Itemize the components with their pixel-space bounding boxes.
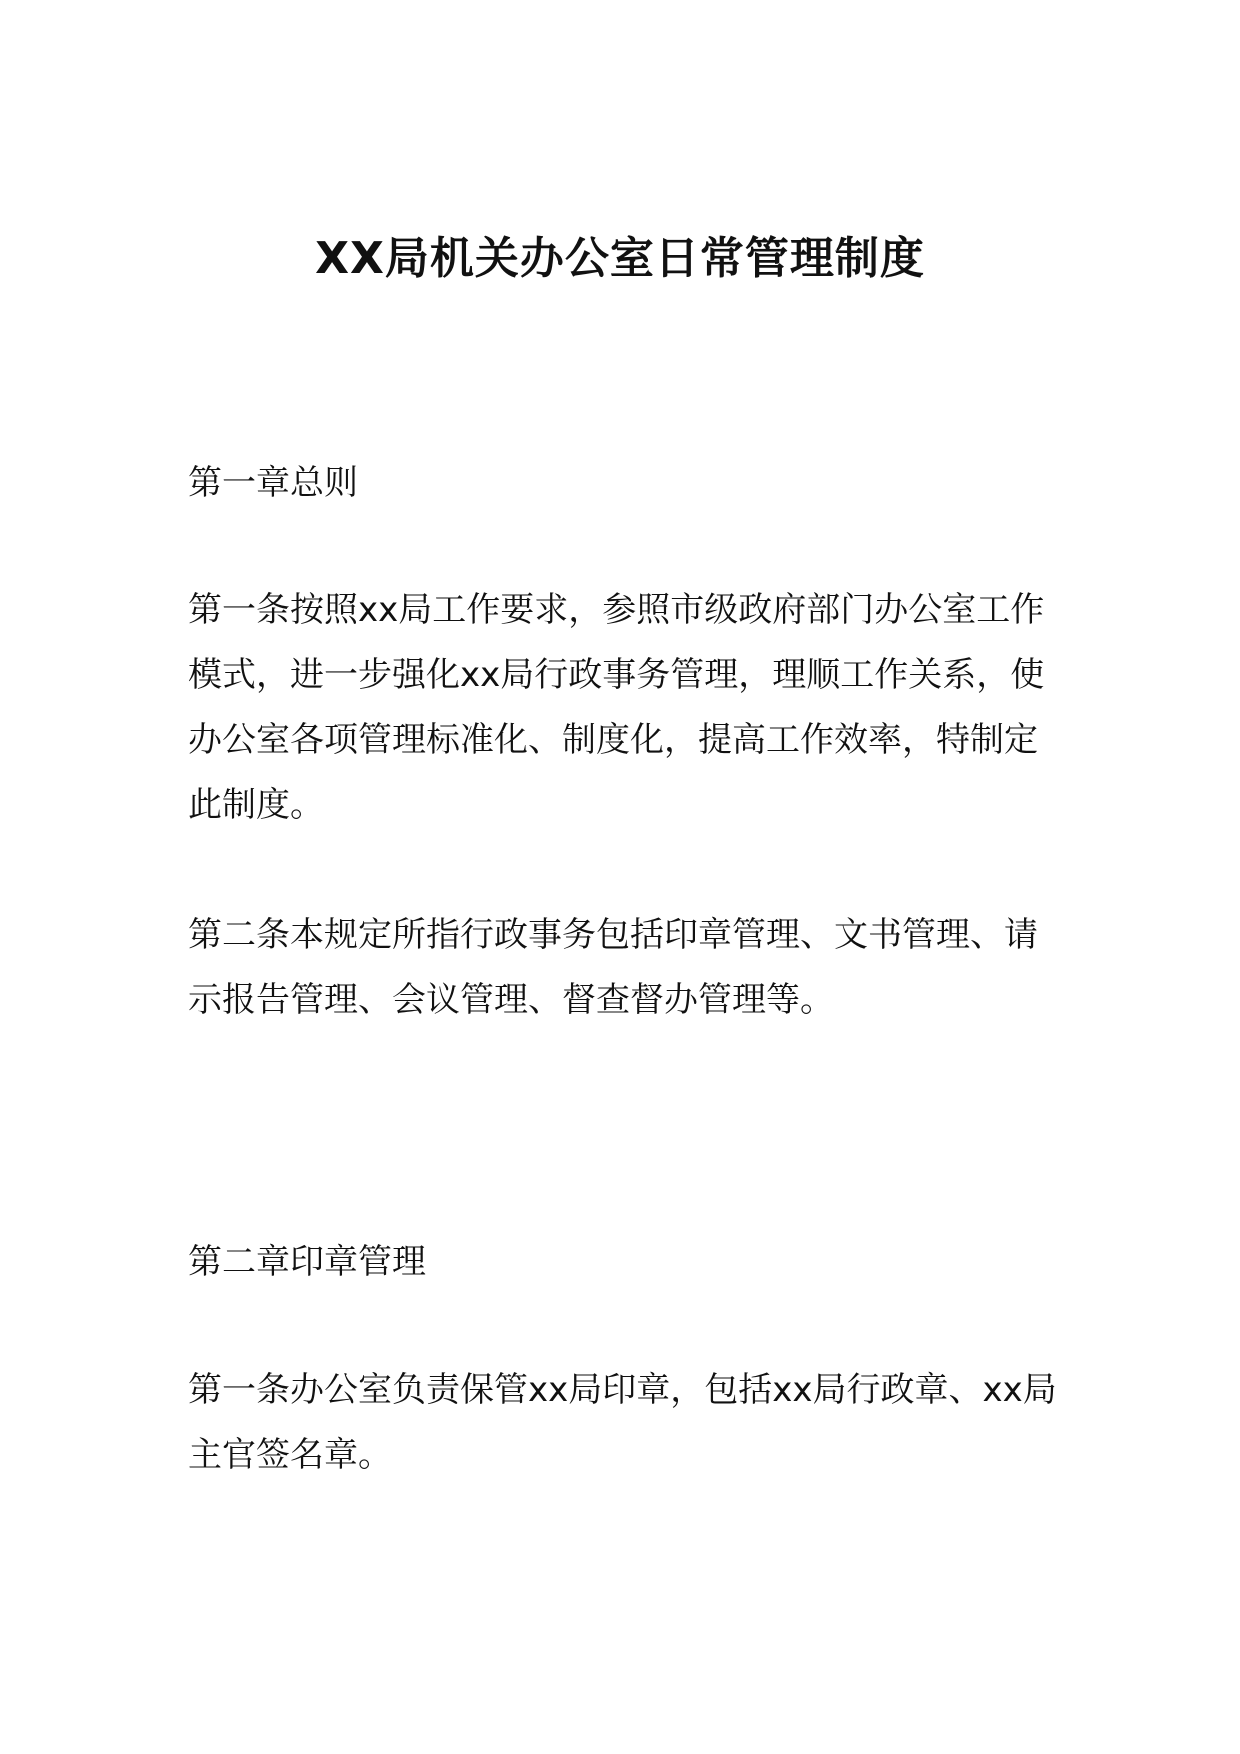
chapter-2-article-1: 第一条办公室负责保管xx局印章，包括xx局行政章、xx局主官签名章。 xyxy=(188,1370,1057,1475)
chapter-1-article-1: 第一条按照xx局工作要求，参照市级政府部门办公室工作模式，进一步强化xx局行政事务管理，理顺工作关系，使办公室各项管理标准化、制度化，提高工作效率，特制定此制度。 xyxy=(188,590,1045,825)
chapter-1-article-2: 第二条本规定所指行政事务包括印章管理、文书管理、请示报告管理、会议管理、督查督办管理等。 xyxy=(188,915,1038,1020)
chapter-1-heading: 第一章总则 xyxy=(188,463,358,503)
chapter-2-heading: 第二章印章管理 xyxy=(188,1242,426,1282)
document-title: XX局机关办公室日常管理制度 xyxy=(315,233,925,285)
